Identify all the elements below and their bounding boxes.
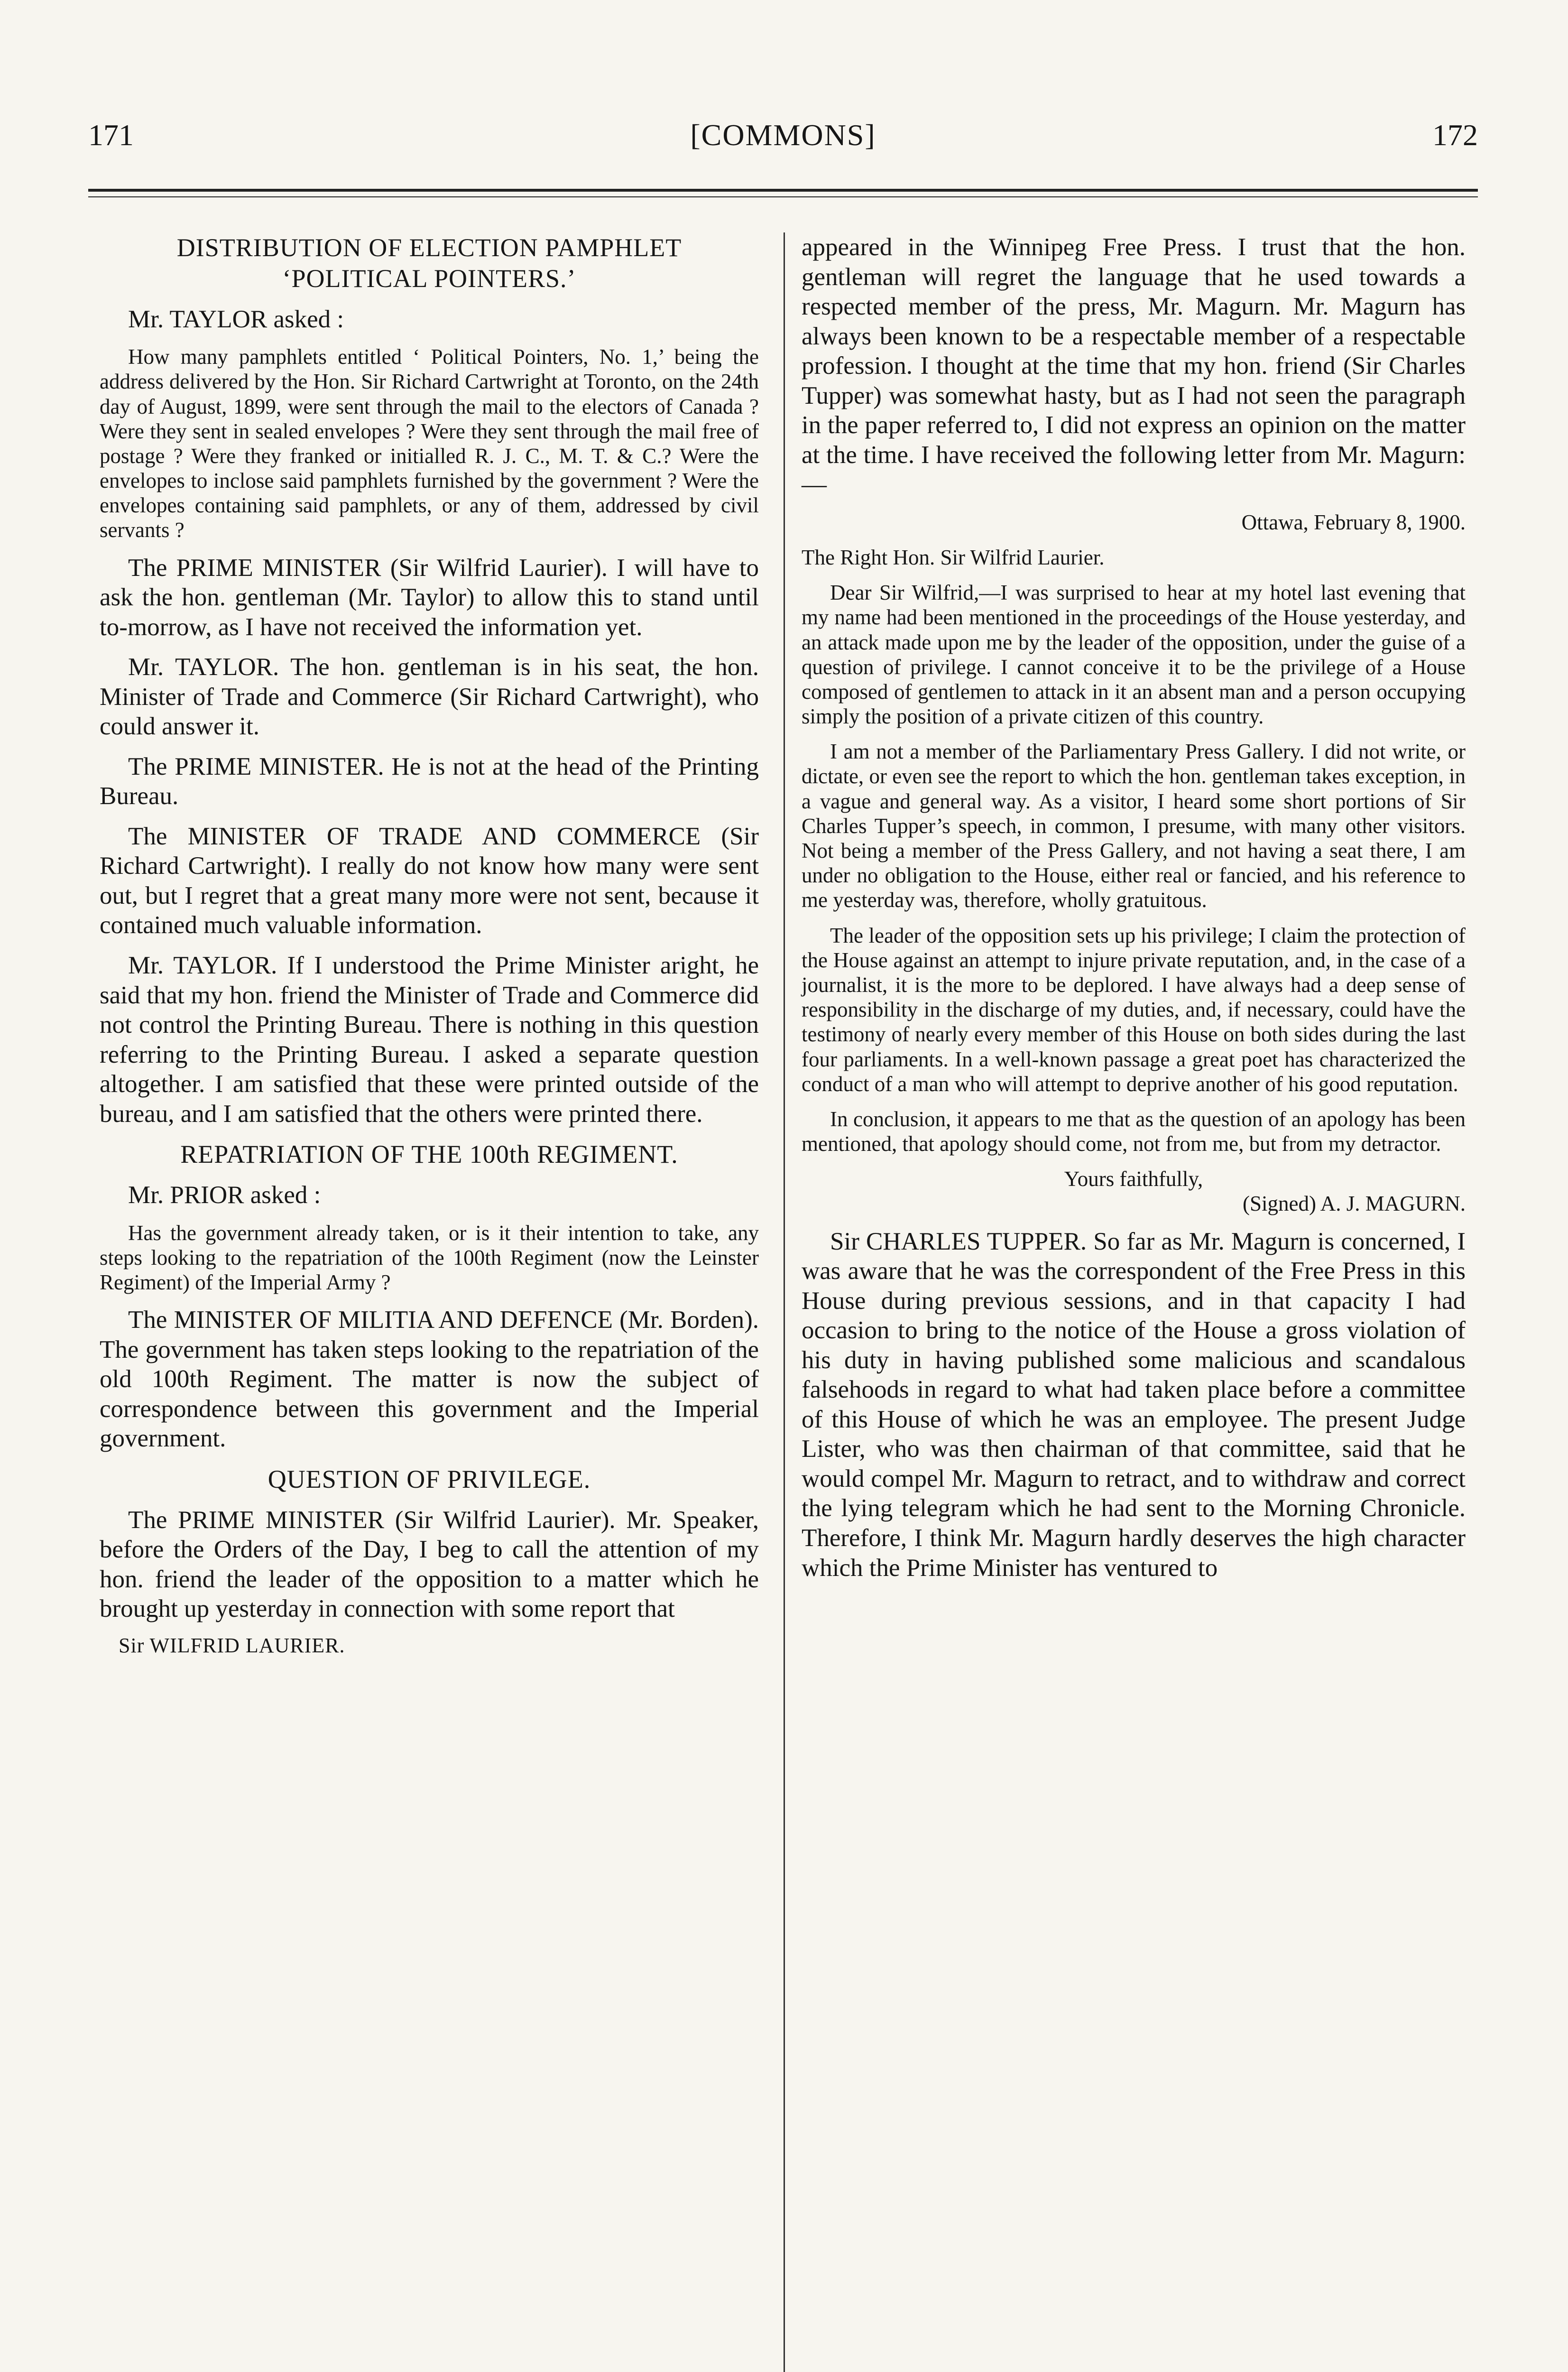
letter-salutation: The Right Hon. Sir Wilfrid Laurier. [802,545,1105,569]
header-rule-thick [88,189,1478,192]
column-divider [784,232,785,2372]
paragraph: The PRIME MINISTER. He is not at the head of the Printing Bureau. [100,752,759,810]
paragraph: appeared in the Winnipeg Free Press. I trust that the hon. gentleman will regret the language that he used towards a respected member of the press, Mr. Magurn. Mr. Magurn has always been known to be a respectable member of a respectable profession. I thought at the time that my hon. friend (Sir Charles Tupper) was somewhat hasty, but as I had not seen the paragraph in the paper referred to, I did not express an opinion on the matter at the time. I have received the following letter from Mr. Magurn:— [802,233,1466,499]
letter-closing: Yours faithfully, [1064,1167,1203,1191]
question-text: Has the government already taken, or is it their intention to take, any steps looking to the repatriation of the 100th Regiment (now the Leinster Regiment) of the Imperial Army ? [100,1221,759,1294]
paragraph: Sir CHARLES TUPPER. So far as Mr. Magurn is concerned, I was aware that he was the correspondent of the Free Press in this House during previous sessions, and in that capacity I had occasion to bring to the notice of the House a gross violation of his duty in having published some malicious and scandalous falsehoods in regard to what had taken place before a committee of this House of which he was an employee. The present Judge Lister, who was then chairman of that committee, said that he would compel Mr. Magurn to retract, and to withdraw and correct the lying telegram which he had sent to the Morning Chronicle. Therefore, I think Mr. Magurn hardly deserves the high character which the Prime Minister has ventured to [802,1227,1466,1582]
letter-paragraph: The leader of the opposition sets up his privilege; I claim the protection of the House against an attempt to injure private reputation, and, in the case of a journalist, it is the more to be deplored. I have always had a deep sense of responsibility in the discharge of my duties, and, if necessary, could have the testimony of nearly every member of this House on both sides during the last four parliaments. In a well-known passage a great poet has characterized the conduct of a man who will attempt to deprive another of his good reputation. [802,923,1466,1096]
letter-signature: (Signed) A. J. MAGURN. [1242,1192,1466,1216]
letter-dateline: Ottawa, February 8, 1900. [1241,510,1466,534]
letter-paragraph: In conclusion, it appears to me that as the question of an apology has been mentioned, that apology should come, not from me, but from my detractor. [802,1107,1466,1156]
question-text: How many pamphlets entitled ‘ Political Pointers, No. 1,’ being the address delivered by the Hon. Sir Richard Cartwright at Toronto, on the 24th day of August, 1899, were sent through the mail to the electors of Canada ? Were they sent in sealed envelopes ? Were they sent through the mail free of postage ? Were they franked or initialled R. J. C., M. T. & C.? Were the envelopes to inclose said pamphlets furnished by the government ? Were the envelopes containing said pamphlets, or any of them, addressed by civil servants ? [100,345,759,542]
section-heading: DISTRIBUTION OF ELECTION PAMPHLET ‘POLITICAL POINTERS.’ [176,233,682,293]
paragraph: Mr. TAYLOR. The hon. gentleman is in his seat, the hon. Minister of Trade and Commerce (Sir Richard Cartwright), who could answer it. [100,653,759,741]
paragraph: The MINISTER OF TRADE AND COMMERCE (Sir Richard Cartwright). I really do not know how many were sent out, but I regret that a great many more were not sent, because it contained much valuable information. [100,822,759,939]
paragraph: The MINISTER OF MILITIA AND DEFENCE (Mr. Borden). The government has taken steps looking to the repatriation of the old 100th Regiment. The matter is now the subject of correspondence between this government and the Imperial government. [100,1306,759,1453]
letter-paragraph: Dear Sir Wilfrid,—I was surprised to hear at my hotel last evening that my name had been mentioned in the proceedings of the House yesterday, and an attack made upon me by the leader of the opposition, under the guise of a question of privilege. I cannot conceive it to be the privilege of a House composed of gentlemen to attack in it an absent man and a person occupying simply the position of a private citizen of this country. [802,581,1466,729]
page-title: [COMMONS] [690,118,876,152]
page-number-right: 172 [1432,118,1478,152]
paragraph: Mr. TAYLOR. If I understood the Prime Minister aright, he said that my hon. friend the Minister of Trade and Commerce did not control the Printing Bureau. There is nothing in this question referring to the Printing Bureau. I asked a separate question altogether. I am satisfied that these were printed outside of the bureau, and I am satisfied that the others were printed there. [100,952,759,1128]
page-header [88,118,1478,165]
paragraph: The PRIME MINISTER (Sir Wilfrid Laurier). I will have to ask the hon. gentleman (Mr. Taylor) to allow this to stand until to-morrow, as I have not received the information yet. [100,554,759,641]
page-footer: Sir WILFRID LAURIER. [119,1633,345,1657]
left-column [100,232,759,1658]
paragraph: Mr. PRIOR asked : [128,1181,321,1209]
paragraph: The PRIME MINISTER (Sir Wilfrid Laurier). Mr. Speaker, before the Orders of the Day, I beg to call the attention of my hon. friend the leader of the opposition to a matter which he brought up yesterday in connection with some report that [100,1506,759,1623]
letter-paragraph: I am not a member of the Parliamentary Press Gallery. I did not write, or dictate, or even see the report to which the hon. gentleman takes exception, in a vague and general way. As a visitor, I heard some short portions of Sir Charles Tupper’s speech, in common, I presume, with many other visitors. Not being a member of the Press Gallery, and not having a seat there, I am under no obligation to the House, either real or fancied, and his reference to me yesterday was, therefore, wholly gratuitous. [802,740,1466,912]
header-rule-thin [88,196,1478,197]
right-column [802,232,1466,1583]
page-number-left: 171 [88,118,134,152]
section-heading: REPATRIATION OF THE 100th REGIMENT. [180,1140,678,1169]
paragraph: Mr. TAYLOR asked : [128,305,344,333]
section-heading: QUESTION OF PRIVILEGE. [267,1464,591,1493]
